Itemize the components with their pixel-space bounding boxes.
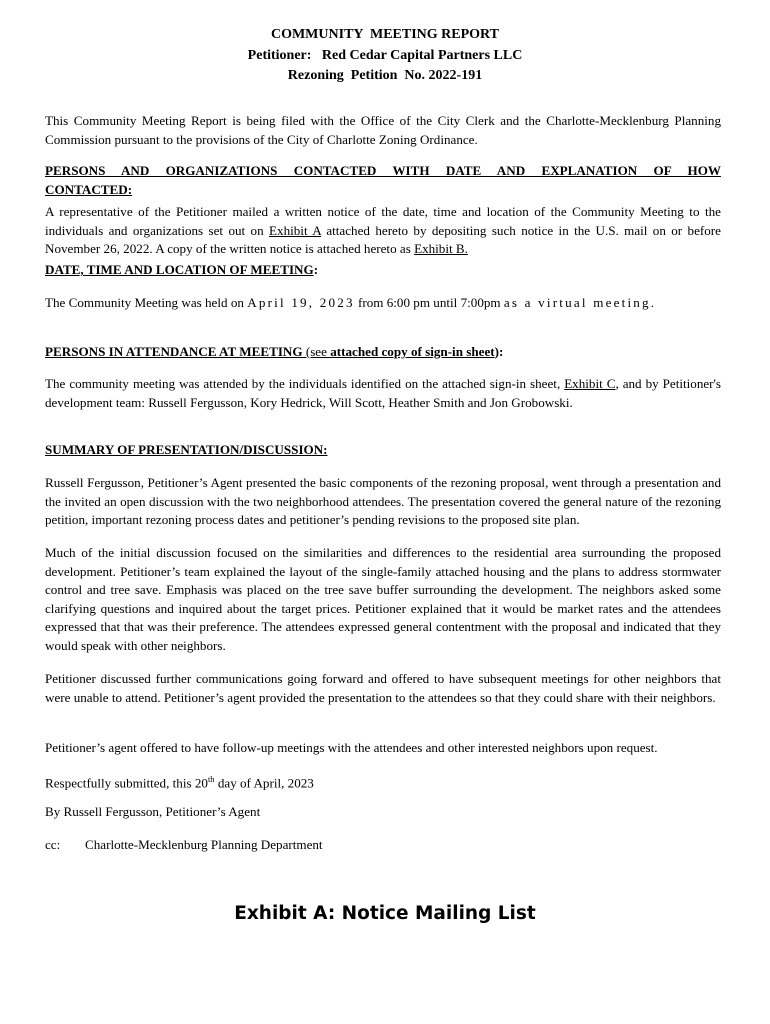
submitted-line [45,770,721,793]
petition-number: Rezoning Petition No. 2022-191 [287,68,483,83]
summary-paragraph: Petitioner discussed further communications going forward and offered to have subsequent meetings for other neighbors that were unable to attend. Petitioner’s agent provided the presentation to the attendees so that they could share with their neighbors. [45,671,721,705]
meeting-date: April 19, 2023 [247,295,355,310]
summary-heading: SUMMARY OF PRESENTATION/DISCUSSION: [45,442,328,457]
cc-label: cc: [45,837,61,852]
petitioner-label: Petitioner: [247,47,312,63]
meeting-heading-text: DATE, TIME AND LOCATION OF MEETING [45,262,314,277]
attendance-heading-2: (see [302,344,331,359]
submitted-text-2: day of April, 2023 [214,775,314,791]
exhibit-c-link[interactable]: Exhibit C [564,376,616,391]
petitioner-line [0,46,770,67]
meeting-paragraph [45,294,721,313]
submitted-day-suffix: th [207,774,215,784]
attendance-heading [45,343,721,362]
petitioner-name: Red Cedar Capital Partners LLC [321,47,523,63]
submitted-day: 20 [194,775,208,791]
summary-paragraph: Petitioner’s agent offered to have follow-up meetings with the attendees and other interested neighbors upon request. [45,740,658,755]
summary-paragraph: Russell Fergusson, Petitioner’s Agent presented the basic components of the rezoning proposal, went through a presentation and the invited an open discussion with the two neighborhood attendees. The presentation covered the general nature of the rezoning petition, important rezoning process dates and petitioner’s pending revisions to the proposed site plan. [45,475,721,528]
meeting-heading [45,261,721,280]
attendance-paragraph [45,375,721,412]
report-title: COMMUNITY MEETING REPORT [270,27,500,42]
summary-paragraph: Much of the initial discussion focused on the similarities and differences to the residential area surrounding the proposed development. Petitioner’s team explained the layout of the single-family attached housing and the plans to address stormwater control and tree save. Emphasis was placed on the tree save buffer surrounding the development. The neighbors asked some clarifying questions and inquired about the target prices. Petitioner explained that it would be market rates and the attendees expressed that that was their preference. The attendees expressed general contentment with the proposal and indicated that they would speak with other neighbors. [45,545,721,653]
contacted-text-2: attached hereto by depositing such notice in the U.S. mail on or before November 26, 2022. A copy of the written notice is attached hereto as [45,222,721,257]
intro-paragraph: This Community Meeting Report is being filed with the Office of the City Clerk and the Charlotte-Mecklenburg Planning Commission pursuant to the provisions of the City of Charlotte Zoning Ordinance. [45,113,721,147]
report-header [0,25,770,87]
submitted-text-1: Respectfully submitted, this [45,775,195,791]
attendance-heading-3: attached copy of sign-in sheet [330,344,495,359]
signature-line: By Russell Fergusson, Petitioner’s Agent [45,804,261,819]
exhibit-a-title: Exhibit A: Notice Mailing List [234,903,536,924]
meeting-text-1: The Community Meeting was held on [45,295,248,310]
contacted-heading: PERSONS AND ORGANIZATIONS CONTACTED WITH DATE AND EXPLANATION OF HOW CONTACTED: [45,163,721,197]
exhibit-a-link[interactable]: Exhibit A [269,222,321,238]
meeting-text-2: from 6:00 pm until 7:00pm [354,295,504,310]
cc-line [45,836,721,855]
exhibit-b-link[interactable]: Exhibit B. [414,241,468,257]
cc-recipient: Charlotte-Mecklenburg Planning Department [85,837,323,852]
attendance-heading-4: ): [494,344,504,359]
attendance-text-2: , and by Petitioner's development team: Russell Fergusson, Kory Hedrick, Will Scott, Heather Smith and Jon Grobowski. [45,376,722,410]
meeting-text-3: as a virtual meeting. [503,295,657,310]
contacted-paragraph [45,203,721,259]
attendance-heading-1: PERSONS IN ATTENDANCE AT MEETING [45,344,303,359]
meeting-heading-colon: : [313,262,319,277]
attendance-text-1: The community meeting was attended by the individuals identified on the attached sign-in sheet, [45,376,565,391]
contacted-text-1: A representative of the Petitioner mailed a written notice of the date, time and location of the Community Meeting to the individuals and organizations set out on [45,204,721,238]
